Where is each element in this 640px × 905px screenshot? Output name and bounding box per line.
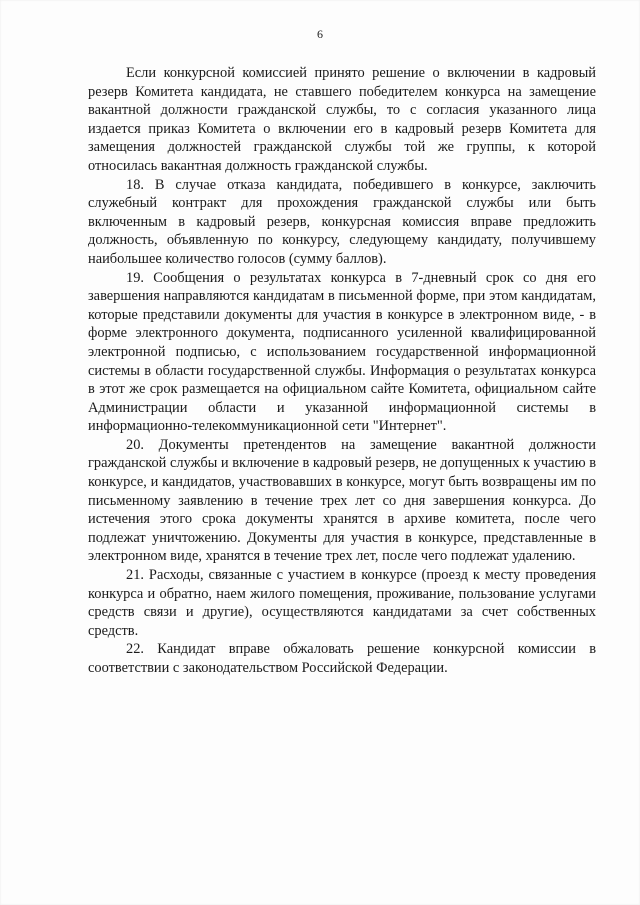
- paragraph-19: 19. Сообщения о результатах конкурса в 7-дневный срок со дня его завершения направляются кандидатам в письменной форме, при этом кандидатам, которые представили документы для участия в конкурсе в электронном виде, - в форме электронного документа, подписанного усиленной квалифицированной электронной подписью, с использованием государственной информационной системы в области государственной службы. Информация о результатах конкурса в этот же срок размещается на официальном сайте Комитета, официальном сайте Администрации области и указанной информационной системы в информационно-телекоммуникационной сети "Интернет".: [88, 269, 596, 435]
- paragraph-20: 20. Документы претендентов на замещение вакантной должности гражданской службы и включение в кадровый резерв, не допущенных к участию в конкурсе, и кандидатов, участвовавших в конкурсе, могут быть возвращены им по письменному заявлению в течение трех лет со дня завершения конкурса. До истечения этого срока документы хранятся в архиве комитета, после чего подлежат уничтожению. Документы для участия в конкурсе, представленные в электронном виде, хранятся в течение трех лет, после чего подлежат удалению.: [88, 436, 596, 565]
- paragraph-21: 21. Расходы, связанные с участием в конкурсе (проезд к месту проведения конкурса и обратно, наем жилого помещения, проживание, пользование услугами средств связи и другие), осуществляются кандидатами за счет собственных средств.: [88, 567, 596, 639]
- paragraph-reserve-order: Если конкурсной комиссией принято решение о включении в кадровый резерв Комитета кандидата, не ставшего победителем конкурса на замещение вакантной должности гражданской службы, то с согласия указанного лица издается приказ Комитета о включении его в кадровый резерв Комитета для замещения должностей гражданской службы той же группы, к которой относилась вакантная должность гражданской службы.: [88, 65, 596, 174]
- paragraph-18: 18. В случае отказа кандидата, победившего в конкурсе, заключить служебный контракт для прохождения гражданской службы или быть включенным в кадровый резерв, конкурсная комиссия вправе предложить должность, объявленную по конкурсу, следующему кандидату, получившему наибольшее количество голосов (сумму баллов).: [88, 176, 596, 267]
- page-number: 6: [317, 27, 323, 41]
- document-body: [88, 64, 596, 678]
- paragraph-22: 22. Кандидат вправе обжаловать решение конкурсной комиссии в соответствии с законодательством Российской Федерации.: [88, 641, 596, 676]
